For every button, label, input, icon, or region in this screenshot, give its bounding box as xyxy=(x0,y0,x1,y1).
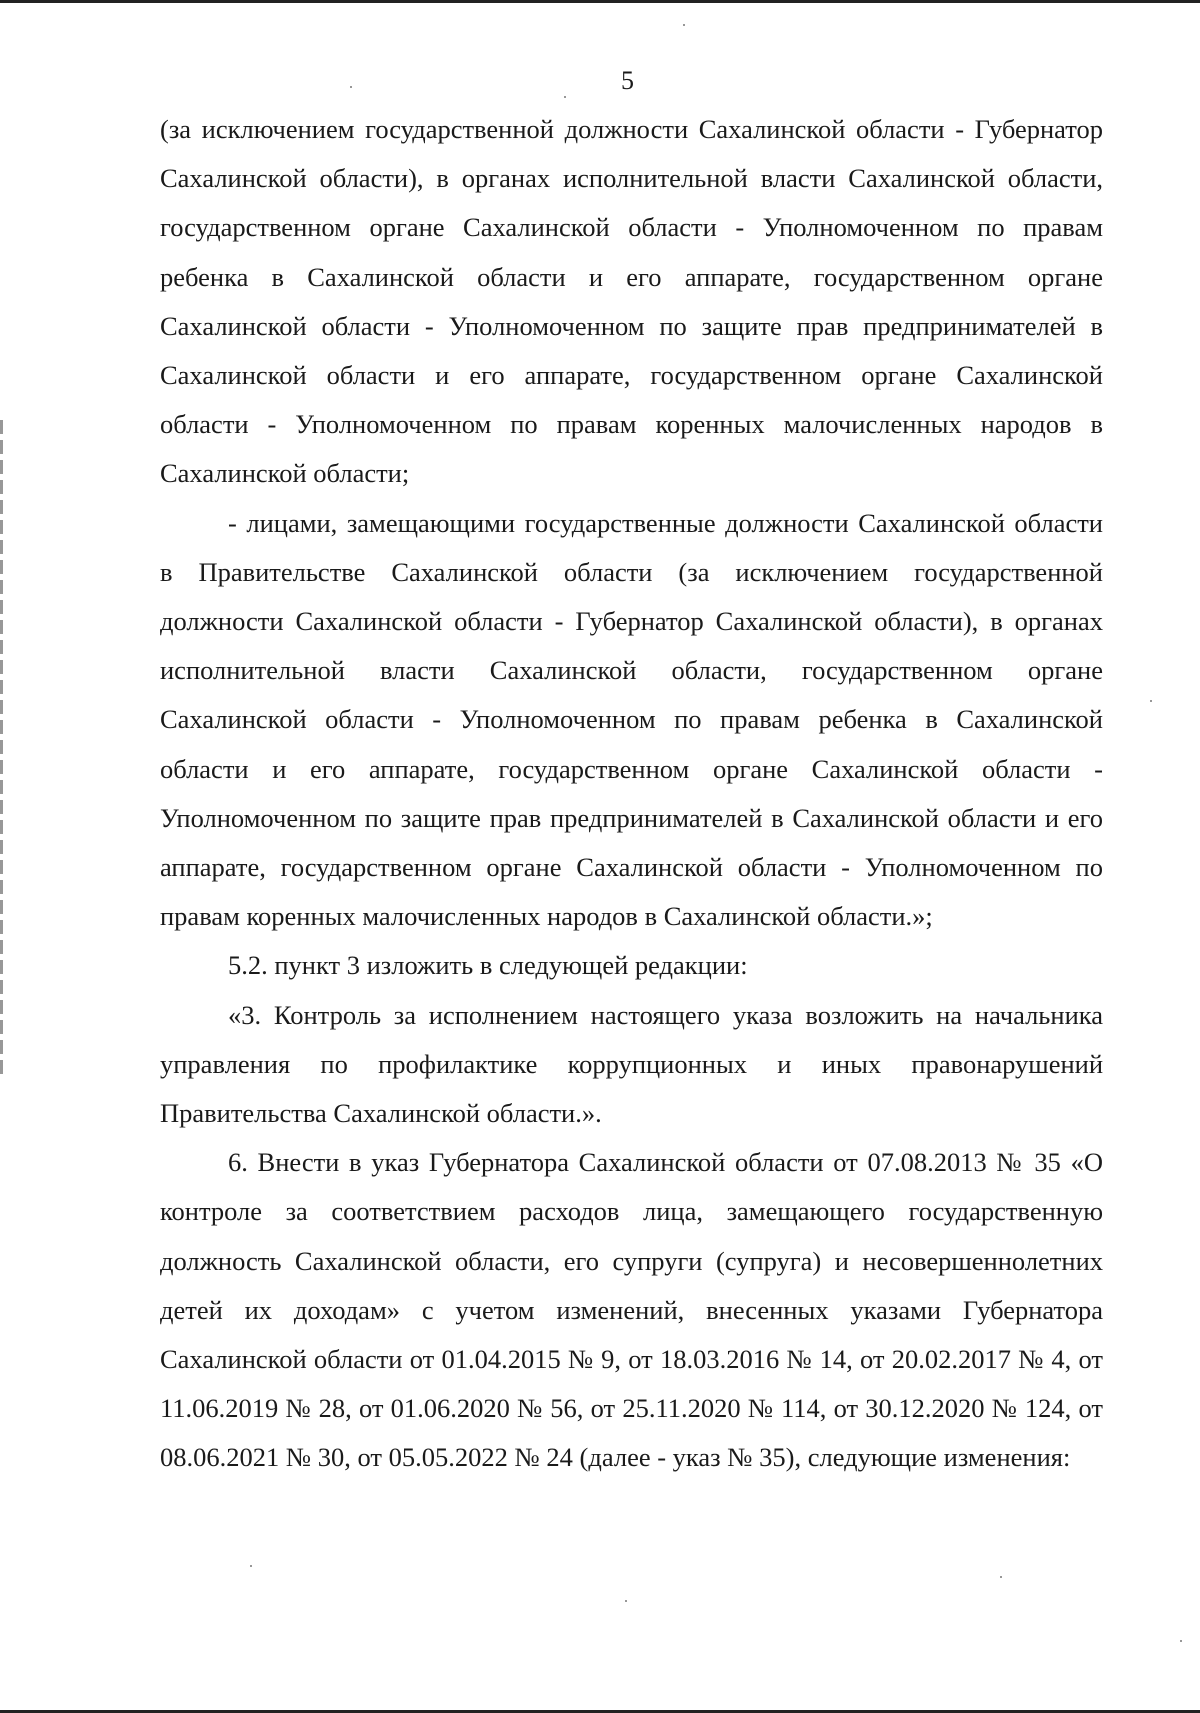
scan-speck xyxy=(1000,1576,1002,1578)
scan-speck xyxy=(350,86,352,88)
paragraph-point-3: «3. Контроль за исполнением настоящего указа возложить на начальника управления по профилактике коррупционных и иных правонарушений Правительства Сахалинской области.». xyxy=(160,999,1103,1129)
paragraph-continuation: (за исключением государственной должности Сахалинской области - Губернатор Сахалинской области), в органах исполнительной власти Сахалинской области, государственном органе Сахалинской области - Уполномоченном по правам ребенка в Сахалинской области и его аппарате, государственном органе Сахалинской области - Уполномоченном по защите прав предпринимателей в Сахалинской области и его аппарате, государственном органе Сахалинской области - Уполномоченном по правам коренных малочисленных народов в Сахалинской области; xyxy=(160,114,1103,489)
scan-speck xyxy=(625,1600,627,1602)
document-body xyxy=(160,105,1103,1483)
paragraph-clause-5-2: 5.2. пункт 3 изложить в следующей редакции: xyxy=(228,950,748,981)
scan-speck xyxy=(250,1565,252,1567)
scan-speck xyxy=(564,96,566,98)
scan-speck xyxy=(1180,1640,1182,1642)
scan-top-edge xyxy=(0,0,1200,3)
scan-binding-marks xyxy=(0,420,3,1080)
scan-speck xyxy=(1150,700,1152,702)
paragraph-list-item: - лицами, замещающими государственные должности Сахалинской области в Правительстве Сахалинской области (за исключением государственной должности Сахалинской области - Губернатор Сахалинской области), в органах исполнительной власти Сахалинской области, государственном органе Сахалинской области - Уполномоченном по правам ребенка в Сахалинской области и его аппарате, государственном органе Сахалинской области - Уполномоченном по защите прав предпринимателей в Сахалинской области и его аппарате, государственном органе Сахалинской области - Уполномоченном по правам коренных малочисленных народов в Сахалинской области.»; xyxy=(160,507,1103,932)
paragraph-clause-6: 6. Внести в указ Губернатора Сахалинской области от 07.08.2013 № 35 «О контроле за соответствием расходов лица, замещающего государственную должность Сахалинской области, его супруги (супруга) и несовершеннолетних детей их доходам» с учетом изменений, внесенных указами Губернатора Сахалинской области от 01.04.2015 № 9, от 18.03.2016 № 14, от 20.02.2017 № 4, от 11.06.2019 № 28, от 01.06.2020 № 56, от 25.11.2020 № 114, от 30.12.2020 № 124, от 08.06.2021 № 30, от 05.05.2022 № 24 (далее - указ № 35), следующие изменения: xyxy=(160,1147,1103,1473)
scan-speck xyxy=(683,24,685,26)
page-number: 5 xyxy=(621,66,634,95)
